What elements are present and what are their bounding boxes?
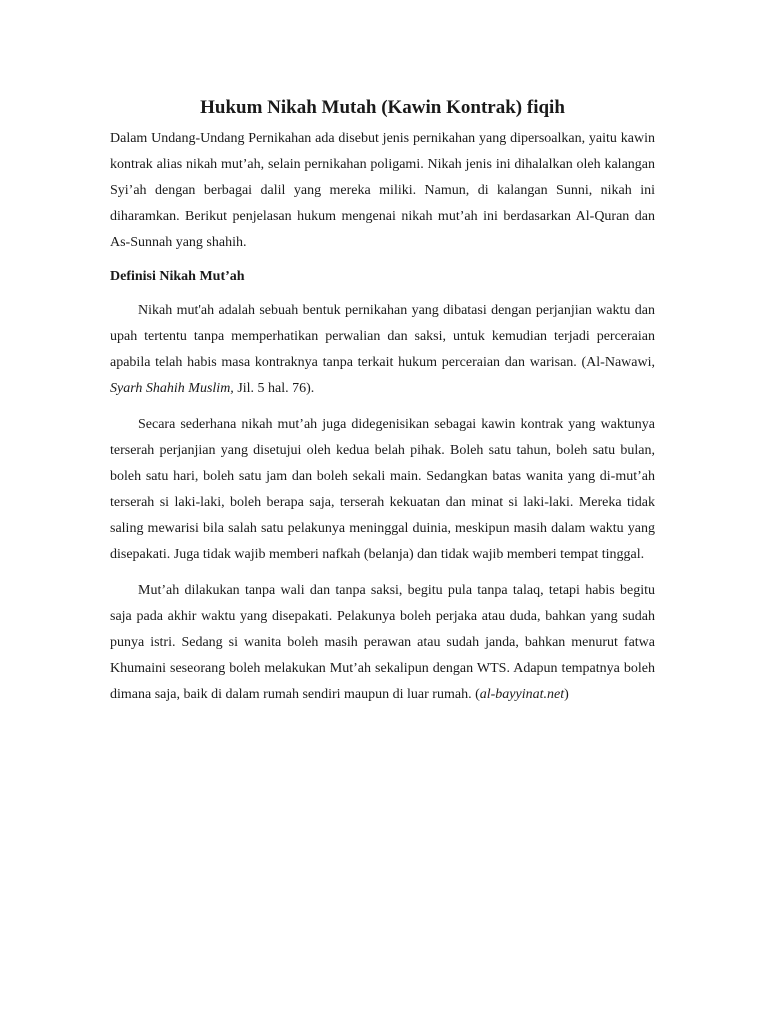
paragraph-conditions-text: Mut’ah dilakukan tanpa wali dan tanpa saksi, begitu pula tanpa talaq, tetapi habis begitu saja pada akhir waktu yang disepakati. Pelakunya boleh perjaka atau duda, bahkan yang sudah punya istri. Sedang si wanita boleh masih perawan atau sudah janda, bahkan menurut fatwa Khumaini seseorang boleh melakukan Mut’ah sekalipun dengan WTS. Adapun tempatnya boleh dimana saja, baik di dalam rumah sendiri maupun di luar rumah. ( (110, 583, 655, 702)
section-heading-definisi: Definisi Nikah Mut’ah (110, 269, 245, 284)
source-close: ) (564, 687, 569, 702)
source-link-text: al-bayyinat.net (479, 687, 565, 702)
citation-book-title: Syarh Shahih Muslim, (110, 381, 234, 396)
intro-paragraph: Dalam Undang-Undang Pernikahan ada disebut jenis pernikahan yang dipersoalkan, yaitu kawin kontrak alias nikah mut’ah, selain pernikahan poligami. Nikah jenis ini dihalalkan oleh kalangan Syi’ah dengan berbagai dalil yang mereka miliki. Namun, di kalangan Sunni, nikah ini diharamkan. Berikut penjelasan hukum mengenai nikah mut’ah ini berdasarkan Al-Quran dan As-Sunnah yang shahih. (110, 131, 655, 250)
document-title: Hukum Nikah Mutah (Kawin Kontrak) fiqih (200, 97, 565, 118)
paragraph-definition (110, 298, 655, 402)
paragraph-conditions (110, 578, 655, 708)
citation-rest: Jil. 5 hal. 76). (233, 381, 315, 396)
paragraph-definition-text: Nikah mut'ah adalah sebuah bentuk pernikahan yang dibatasi dengan perjanjian waktu dan upah tertentu tanpa memperhatikan perwalian dan saksi, untuk kemudian terjadi perceraian apabila telah habis masa kontraknya tanpa terkait hukum perceraian dan warisan. (Al-Nawawi, (110, 303, 655, 370)
document-page (110, 96, 655, 718)
paragraph-simple-definition: Secara sederhana nikah mut’ah juga didegenisikan sebagai kawin kontrak yang waktunya terserah perjanjian yang disetujui oleh kedua belah pihak. Boleh satu tahun, boleh satu bulan, boleh satu hari, boleh satu jam dan boleh sekali main. Sedangkan batas wanita yang di-mut’ah terserah si laki-laki, boleh berapa saja, terserah kekuatan dan minat si laki-laki. Mereka tidak saling mewarisi bila salah satu pelakunya meninggal duinia, meskipun masih dalam waktu yang disepakati. Juga tidak wajib memberi nafkah (belanja) dan tidak wajib memberi tempat tinggal. (110, 417, 655, 562)
